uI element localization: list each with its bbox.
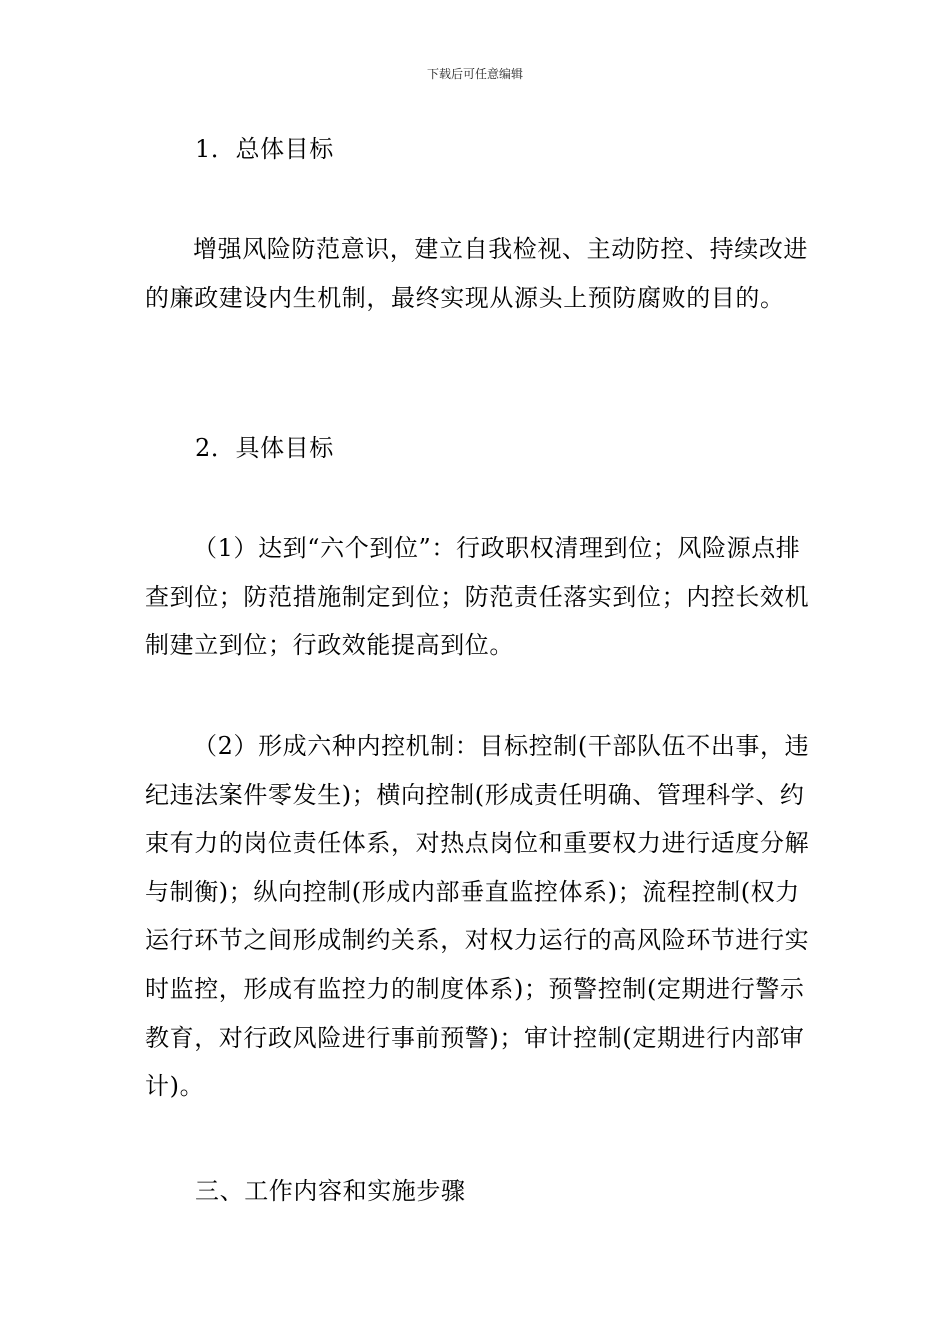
specific-goal-heading: 2．具体目标 bbox=[195, 434, 334, 462]
section-three-heading: 三、工作内容和实施步骤 bbox=[195, 1177, 466, 1205]
specific-goal-item-1: （1）达到“六个到位”：行政职权清理到位；风险源点排查到位；防范措施制定到位；防范责任落实到位；内控长效机制建立到位；行政效能提高到位。 bbox=[145, 534, 810, 660]
header-watermark: 下载后可任意编辑 bbox=[426, 67, 523, 81]
specific-goal-item-2: （2）形成六种内控机制：目标控制(干部队伍不出事，违纪违法案件零发生)；横向控制(形成责任明确、管理科学、约束有力的岗位责任体系，对热点岗位和重要权力进行适度分解与制衡)；纵向控制(形成内部垂直监控体系)；流程控制(权力运行环节之间形成制约关系，对权力运行的高风险环节进行实时监控，形成有监控力的制度体系)；预警控制(定期进行警示教育，对行政风险进行事前预警)；审计控制(定期进行内部审计)。 bbox=[145, 732, 810, 1101]
overall-goal-heading: 1．总体目标 bbox=[195, 135, 334, 163]
overall-goal-paragraph: 增强风险防范意识，建立自我检视、主动防控、持续改进的廉政建设内生机制，最终实现从源头上预防腐败的目的。 bbox=[145, 235, 808, 312]
